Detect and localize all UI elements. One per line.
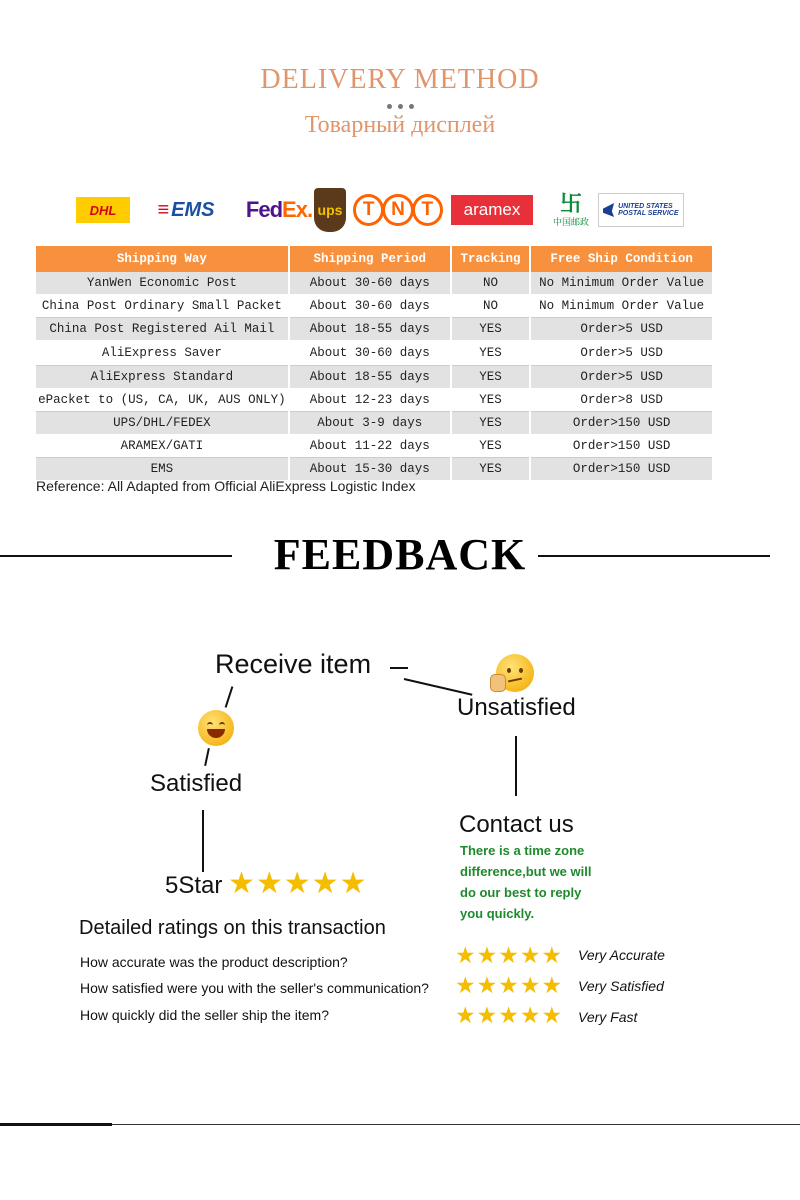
ups-logo: ups	[314, 188, 346, 232]
delivery-method-subtitle: Товарный дисплей	[304, 112, 496, 138]
table-cell: No Minimum Order Value	[530, 295, 713, 318]
table-cell: About 18-55 days	[289, 366, 451, 389]
tnt-letter: N	[382, 194, 413, 226]
table-cell: UPS/DHL/FEDEX	[36, 412, 289, 435]
column-header: Free Ship Condition	[530, 246, 713, 272]
rating-question: How accurate was the product description?	[80, 954, 348, 970]
rating-label: Very Accurate	[578, 947, 665, 963]
table-row	[36, 435, 713, 458]
tnt-letter: T	[353, 194, 384, 226]
ems-logo-text: EMS	[171, 198, 215, 221]
tnt-logo	[354, 190, 442, 230]
table-cell: About 11-22 days	[289, 435, 451, 458]
table-cell: YES	[451, 412, 531, 435]
table-cell: Order>150 USD	[530, 412, 713, 435]
table-cell: Order>5 USD	[530, 318, 713, 341]
hand-icon	[490, 674, 506, 692]
shipping-table	[36, 246, 714, 481]
table-cell: China Post Registered Ail Mail	[36, 318, 289, 341]
aramex-logo: aramex	[451, 195, 533, 225]
table-cell: About 30-60 days	[289, 272, 451, 295]
rating-label: Very Fast	[578, 1009, 638, 1025]
contact-message-line: difference,but we will	[460, 864, 592, 879]
rating-stars: ★★★★★	[455, 1002, 564, 1028]
eagle-icon	[603, 203, 614, 217]
ems-logo: ≡ EMS	[157, 198, 215, 221]
table-row	[36, 295, 713, 318]
rating-stars: ★★★★★	[455, 942, 564, 968]
rating-label: Very Satisfied	[578, 978, 664, 994]
dhl-logo: DHL	[76, 197, 130, 223]
usps-logo	[598, 193, 684, 227]
ratings-title: Detailed ratings on this transaction	[79, 917, 386, 939]
table-cell: Order>8 USD	[530, 389, 713, 412]
rating-question: How satisfied were you with the seller's communication?	[80, 980, 429, 996]
bottom-divider	[112, 1124, 800, 1125]
table-cell: Order>5 USD	[530, 366, 713, 389]
contact-message-line: do our best to reply	[460, 885, 582, 900]
connector-line	[204, 748, 210, 766]
table-row	[36, 366, 713, 389]
table-cell: YES	[451, 435, 531, 458]
fedex-fed-text: Fed	[245, 197, 283, 222]
table-cell: About 3-9 days	[289, 412, 451, 435]
unsatisfied-label: Unsatisfied	[457, 694, 576, 721]
delivery-method-title: DELIVERY METHOD	[260, 64, 540, 95]
rating-question: How quickly did the seller ship the item?	[80, 1007, 330, 1023]
usps-text: UNITED STATES POSTAL SERVICE	[618, 203, 679, 217]
contact-message	[460, 840, 591, 924]
table-cell: About 12-23 days	[289, 389, 451, 412]
table-row	[36, 412, 713, 435]
table-cell: NO	[451, 295, 531, 318]
receive-item-label: Receive item	[215, 649, 372, 679]
rating-stars: ★★★★★	[455, 972, 564, 998]
happy-face-icon	[198, 710, 234, 746]
carrier-logos	[0, 190, 800, 240]
table-cell: About 30-60 days	[289, 341, 451, 366]
table-cell: YES	[451, 389, 531, 412]
table-cell: EMS	[36, 458, 289, 481]
table-cell: About 30-60 days	[289, 295, 451, 318]
connector-line	[390, 667, 408, 669]
china-post-text: 中国邮政	[552, 216, 589, 227]
table-cell: YES	[451, 458, 531, 481]
contact-message-line: you quickly.	[460, 906, 535, 921]
table-row	[36, 318, 713, 341]
column-header: Shipping Way	[36, 246, 289, 272]
feedback-title: FEEDBACK	[273, 530, 527, 579]
table-cell: ARAMEX/GATI	[36, 435, 289, 458]
table-cell: About 18-55 days	[289, 318, 451, 341]
unhappy-face-icon	[496, 654, 534, 692]
table-cell: AliExpress Standard	[36, 366, 289, 389]
fedex-ex-text: Ex.	[282, 197, 313, 222]
table-cell: Order>5 USD	[530, 341, 713, 366]
china-post-mark-icon: 卐	[559, 190, 582, 216]
table-row	[36, 272, 713, 295]
connector-line	[225, 686, 234, 708]
connector-line	[515, 736, 517, 796]
table-cell: YanWen Economic Post	[36, 272, 289, 295]
table-row	[36, 341, 713, 366]
table-cell: China Post Ordinary Small Packet	[36, 295, 289, 318]
china-post-logo	[548, 190, 594, 230]
table-cell: NO	[451, 272, 531, 295]
table-cell: AliExpress Saver	[36, 341, 289, 366]
contact-us-label: Contact us	[459, 811, 574, 838]
table-row	[36, 389, 713, 412]
table-header-row	[36, 246, 713, 272]
connector-line	[202, 810, 204, 872]
five-star-label: 5Star	[165, 872, 223, 899]
table-cell: Order>150 USD	[530, 435, 713, 458]
table-cell: About 15-30 days	[289, 458, 451, 481]
table-cell: ePacket to (US, CA, UK, AUS ONLY)	[36, 389, 289, 412]
table-cell: YES	[451, 318, 531, 341]
table-cell: YES	[451, 341, 531, 366]
reference-note: Reference: All Adapted from Official AliExpress Logistic Index	[36, 478, 416, 494]
tnt-letter: T	[412, 194, 443, 226]
column-header: Shipping Period	[289, 246, 451, 272]
five-star-rating: ★★★★★	[228, 867, 368, 900]
contact-message-line: There is a time zone	[460, 843, 585, 858]
table-cell: Order>150 USD	[530, 458, 713, 481]
column-header: Tracking	[451, 246, 531, 272]
table-cell: No Minimum Order Value	[530, 272, 713, 295]
fedex-logo	[246, 190, 312, 230]
table-cell: YES	[451, 366, 531, 389]
satisfied-label: Satisfied	[150, 770, 243, 797]
bottom-divider-accent	[0, 1123, 112, 1126]
